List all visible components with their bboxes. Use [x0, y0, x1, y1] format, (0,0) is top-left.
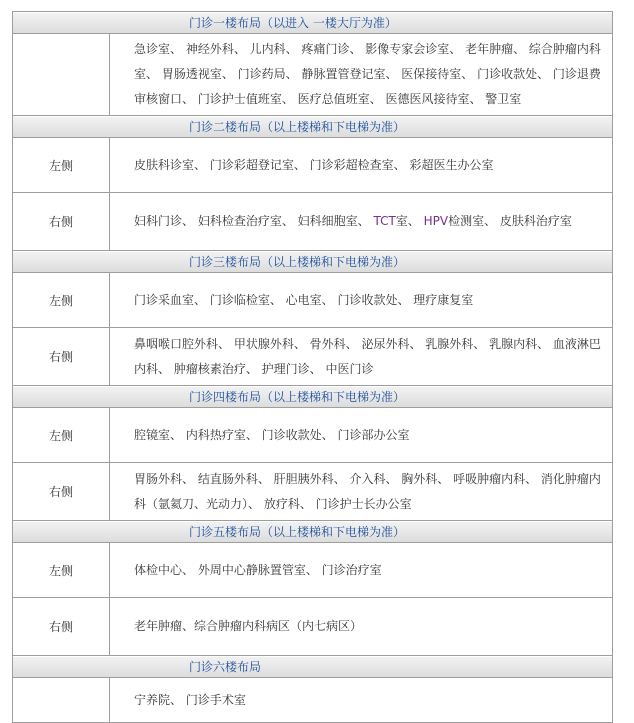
row-label-left: 左侧	[13, 543, 110, 598]
department-list: 体检中心、 外周中心静脉置管室、 门诊治疗室	[110, 543, 613, 598]
floor-layout-table	[12, 11, 613, 723]
row-label-left: 左侧	[13, 138, 110, 193]
row-label-right: 右侧	[13, 193, 110, 251]
floor-layout-document	[12, 11, 612, 723]
section-header-floor-2	[13, 116, 613, 138]
row-label-right: 右侧	[13, 328, 110, 386]
table-row	[13, 328, 613, 386]
section-header-floor-5	[13, 521, 613, 543]
section-title: 门诊四楼布局（以上楼梯和下电梯为准）	[13, 386, 613, 408]
table-row	[13, 34, 613, 116]
row-label-right: 右侧	[13, 463, 110, 521]
department-list: 胃肠外科、 结直肠外科、 肝胆胰外科、 介入科、 胸外科、 呼吸肿瘤内科、 消化肿瘤内科（氩氦刀、光动力）、 放疗科、 门诊护士长办公室	[110, 463, 613, 521]
row-label-left: 左侧	[13, 273, 110, 328]
section-header-floor-6	[13, 656, 613, 678]
table-row	[13, 273, 613, 328]
department-list: 急诊室、 神经外科、 儿内科、 疼痛门诊、 影像专家会诊室、 老年肿瘤、 综合肿瘤内科室、 胃肠透视室、 门诊药局、 静脉置管登记室、 医保接待室、 门诊收款处、 门诊退费审核窗口、 门诊护士值班室、 医疗总值班室、 医德医风接待室、 警卫室	[110, 34, 613, 116]
text-segment: 妇科门诊、 妇科检查治疗室、 妇科细胞室、	[134, 214, 374, 228]
table-row	[13, 408, 613, 463]
row-label-left: 左侧	[13, 408, 110, 463]
row-label-right: 右侧	[13, 598, 110, 656]
department-list: 门诊采血室、 门诊临检室、 心电室、 门诊收款处、 理疗康复室	[110, 273, 613, 328]
section-header-floor-3	[13, 251, 613, 273]
section-header-floor-4	[13, 386, 613, 408]
section-title: 门诊三楼布局（以上楼梯和下电梯为准）	[13, 251, 613, 273]
table-row	[13, 138, 613, 193]
table-row	[13, 598, 613, 656]
section-title: 门诊六楼布局	[13, 656, 613, 678]
section-title: 门诊一楼布局（以进入 一楼大厅为准）	[13, 12, 613, 34]
text-segment: 检测室、 皮肤科治疗室	[448, 214, 572, 228]
text-segment: 室、	[395, 214, 424, 228]
table-row	[13, 678, 613, 723]
department-list: 老年肿瘤、综合肿瘤内科病区（内七病区）	[110, 598, 613, 656]
table-row	[13, 463, 613, 521]
department-list	[110, 193, 613, 251]
department-list: 皮肤科诊室、 门诊彩超登记室、 门诊彩超检查室、 彩超医生办公室	[110, 138, 613, 193]
row-label	[13, 34, 110, 116]
department-list: 腔镜室、 内科热疗室、 门诊收款处、 门诊部办公室	[110, 408, 613, 463]
table-row	[13, 193, 613, 251]
section-header-floor-1	[13, 12, 613, 34]
section-title: 门诊二楼布局（以上楼梯和下电梯为准）	[13, 116, 613, 138]
department-list: 鼻咽喉口腔外科、 甲状腺外科、 骨外科、 泌尿外科、 乳腺外科、 乳腺内科、 血液淋巴内科、 肿瘤核素治疗、 护理门诊、 中医门诊	[110, 328, 613, 386]
tct-term: TCT	[373, 214, 396, 228]
row-label	[13, 678, 110, 723]
table-row	[13, 543, 613, 598]
hpv-term: HPV	[423, 214, 449, 228]
section-title: 门诊五楼布局（以上楼梯和下电梯为准）	[13, 521, 613, 543]
department-list: 宁养院、 门诊手术室	[110, 678, 613, 723]
